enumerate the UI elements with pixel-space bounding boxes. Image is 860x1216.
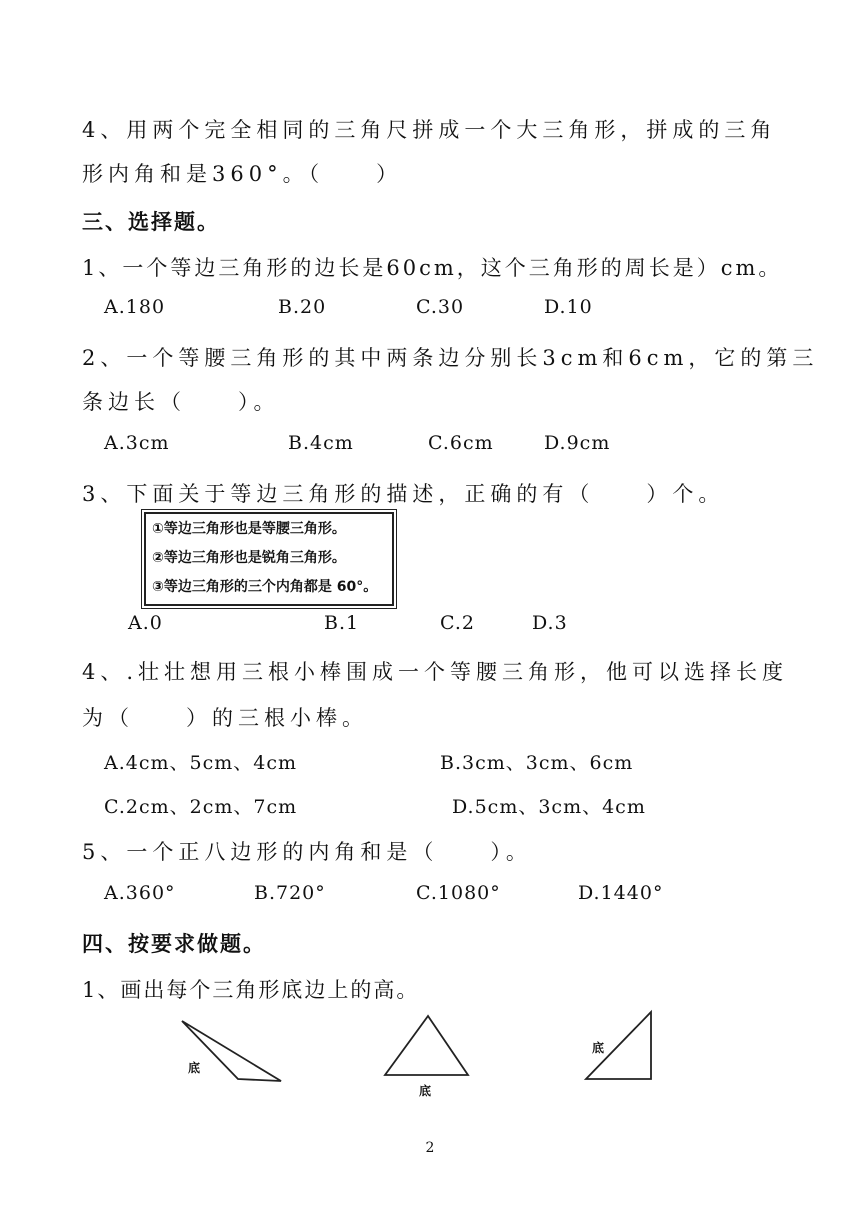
s3-q2-option-b: B.4cm (288, 432, 354, 454)
s3-q5-text: 5、一个正八边形的内角和是（ ）。 (82, 840, 532, 864)
s3-q1-option-d: D.10 (544, 296, 593, 318)
s3-q5-option-c: C.1080° (416, 882, 501, 904)
s3-q4-line1: 4、.壮壮想用三根小棒围成一个等腰三角形，他可以选择长度 (82, 660, 789, 684)
s3-q4-line2: 为（ ）的三根小棒。 (82, 706, 368, 730)
base-label-1: 底 (188, 1061, 201, 1075)
s3-q1-option-a: A.180 (104, 296, 166, 318)
s3-q4-option-c: C.2cm、2cm、7cm (104, 796, 298, 818)
s3-q2-option-d: D.9cm (544, 432, 611, 454)
s3-q2-line1: 2、一个等腰三角形的其中两条边分别长3cm和6cm，它的第三 (82, 346, 819, 370)
s3-q5-option-d: D.1440° (578, 882, 664, 904)
base-label-2: 底 (419, 1084, 432, 1098)
s3-q4-option-a: A.4cm、5cm、4cm (104, 752, 297, 774)
s3-q4-option-b: B.3cm、3cm、6cm (440, 752, 634, 774)
section4-title: 四、按要求做题。 (82, 932, 266, 956)
s3-q3-option-c: C.2 (440, 612, 475, 634)
s3-q5-option-b: B.720° (254, 882, 326, 904)
s3-q3-option-b: B.1 (324, 612, 360, 634)
s3-q2-line2: 条边长（ ）。 (82, 390, 280, 414)
base-label-3: 底 (592, 1041, 605, 1055)
statement-3: ③等边三角形的三个内角都是 60°。 (152, 579, 378, 595)
s4-q1-text: 1、画出每个三角形底边上的高。 (82, 978, 420, 1002)
s3-q2-option-a: A.3cm (104, 432, 170, 454)
s3-q2-option-c: C.6cm (428, 432, 494, 454)
s3-q3-option-d: D.3 (532, 612, 568, 634)
s3-q5-option-a: A.360° (104, 882, 176, 904)
page-number: 2 (425, 1140, 435, 1156)
statement-2: ②等边三角形也是锐角三角形。 (152, 550, 346, 566)
s3-q1-text: 1、一个等边三角形的边长是60cm，这个三角形的周长是）cm。 (82, 256, 783, 280)
judgement-q4-line2: 形内角和是360°。（ ） (82, 162, 403, 186)
acute-triangle (385, 1016, 468, 1075)
s3-q1-option-b: B.20 (278, 296, 327, 318)
s3-q3-text: 3、下面关于等边三角形的描述，正确的有（ ）个。 (82, 482, 725, 506)
judgement-q4-line1: 4、用两个完全相同的三角尺拼成一个大三角形，拼成的三角 (82, 118, 777, 142)
section3-title: 三、选择题。 (82, 210, 220, 234)
s3-q1-option-c: C.30 (416, 296, 465, 318)
s3-q3-option-a: A.0 (128, 612, 163, 634)
s3-q4-option-d: D.5cm、3cm、4cm (452, 796, 646, 818)
statement-1: ①等边三角形也是等腰三角形。 (152, 521, 346, 537)
